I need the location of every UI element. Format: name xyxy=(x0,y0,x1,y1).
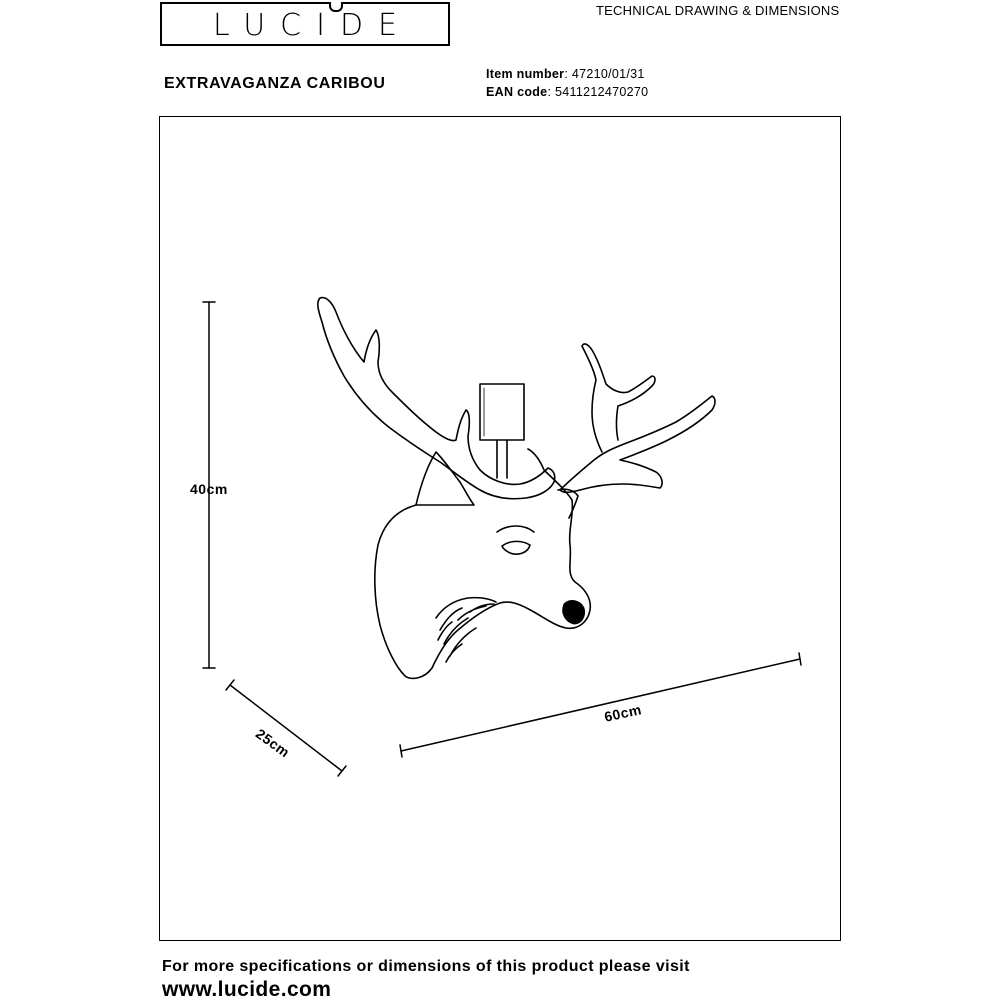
height-dimension-label: 40cm xyxy=(190,481,228,497)
ean-code-label: EAN code xyxy=(486,85,548,99)
caribou-nose xyxy=(563,601,585,624)
website-link[interactable]: www.lucide.com xyxy=(162,978,332,1001)
item-number-value: : 47210/01/31 xyxy=(564,67,645,81)
width-dimension-line xyxy=(400,653,801,757)
caribou-head-outline xyxy=(318,298,715,679)
width-dimension-label: 60cm xyxy=(602,701,644,725)
ean-code-value: : 5411212470270 xyxy=(547,85,649,99)
depth-dimension-label: 25cm xyxy=(252,725,293,761)
depth-dimension-line xyxy=(226,680,346,776)
footer-text: For more specifications or dimensions of this product please visit xyxy=(162,958,690,975)
document-type: TECHNICAL DRAWING & DIMENSIONS xyxy=(596,3,840,18)
product-name: EXTRAVAGANZA CARIBOU xyxy=(164,75,386,92)
item-number-label: Item number xyxy=(486,67,565,81)
brand-name: LUCIDE xyxy=(212,8,413,43)
